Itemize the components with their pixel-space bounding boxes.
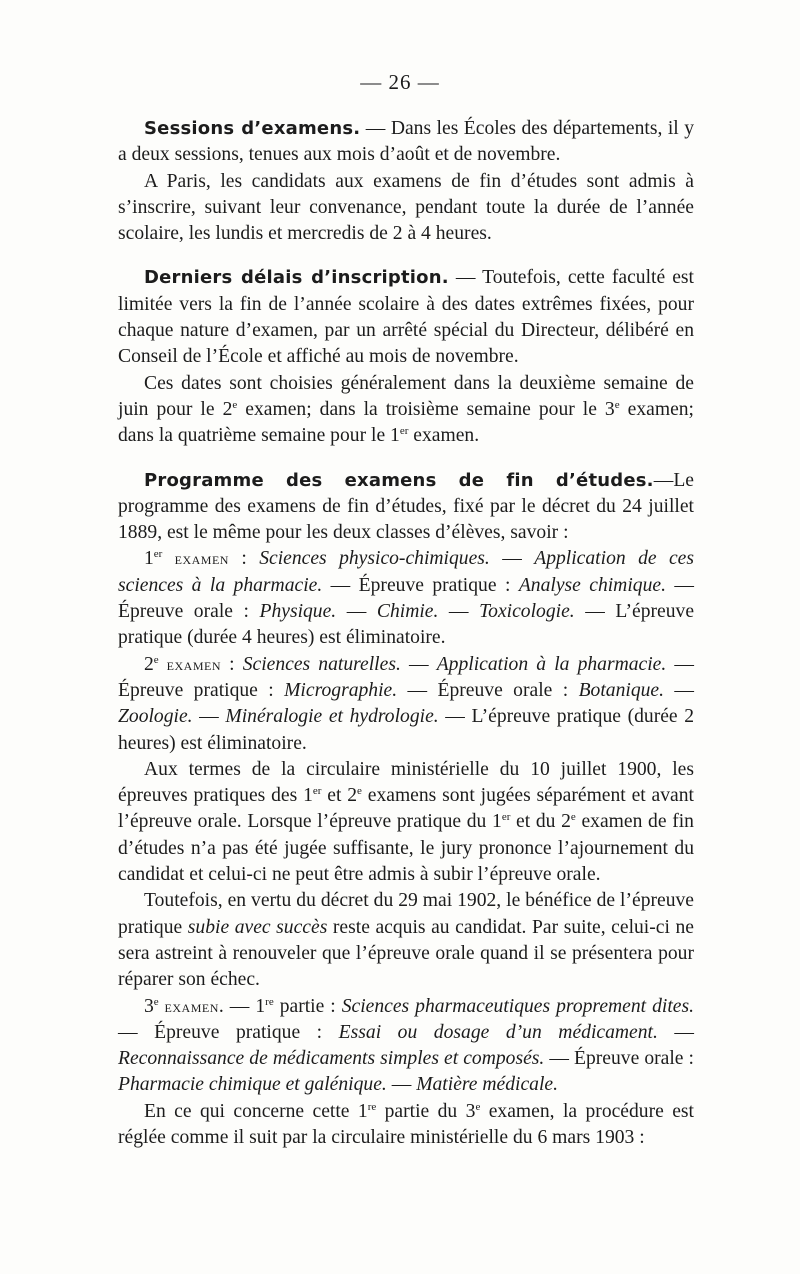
- paragraph-delais: Derniers délais d’inscription. — Toutefois, cette faculté est limitée vers la fin de l’année scolaire à des dates extrêmes fixées, pour chaque nature d’examen, par un arrêté spécial du Directeur, délibéré en Conseil de l’École et affiché au mois de novembre.: [118, 267, 694, 368]
- section-heading-programme: Programme des examens de fin d’études.: [144, 469, 654, 491]
- section-heading-delais: Derniers délais d’inscription.: [144, 267, 449, 289]
- page-number: — 26 —: [360, 70, 440, 94]
- paragraph-decret: Toutefois, en vertu du décret du 29 mai 1902, le bénéfice de l’épreuve pratique subie avec succès reste acquis au candidat. Par suite, celui-ci ne sera astreint à renouveler que l’épreuve orale quand il se présentera pour réparer son échec.: [118, 890, 694, 991]
- body-text: [118, 116, 694, 1151]
- paragraph-examen-3: 3e examen. — 1re partie : Sciences pharmaceutiques proprement dites. — Épreuve pratique : Essai ou dosage d’un médicament. — Reconnaissance de médicaments simples et composés. — Épreuve orale : Pharmacie chimique et galénique. — Matière médicale.: [118, 995, 695, 1096]
- paragraph-paris: A Paris, les candidats aux examens de fin d’études sont admis à s’inscrire, suivant leur convenance, pendant toute la durée de l’année scolaire, les lundis et mercredis de 2 à 4 heures.: [118, 170, 694, 245]
- paragraph-sessions: Sessions d’examens. — Dans les Écoles des départements, il y a deux sessions, tenues aux mois d’août et de novembre.: [118, 118, 694, 166]
- paragraph-examen-2: 2e examen : Sciences naturelles. — Application à la pharmacie. — Épreuve pratique : Micrographie. — Épreuve orale : Botanique. — Zoologie. — Minéralogie et hydrologie. — L’épreuve pratique (durée 2 heures) est éliminatoire.: [118, 653, 695, 754]
- paragraph-programme: Programme des examens de fin d’études.—Le programme des examens de fin d’études, fixé par le décret du 24 juillet 1889, est le même pour les deux classes d’élèves, savoir :: [118, 469, 694, 544]
- paragraph-circulaire: Aux termes de la circulaire ministérielle du 10 juillet 1900, les épreuves pratiques des 1er et 2e examens sont jugées séparément et avant l’épreuve orale. Lorsque l’épreuve pratique du 1er et du 2e examen de fin d’études n’a pas été jugée suffisante, le jury prononce l’ajournement du candidat et celui-ci ne peut être admis à subir l’épreuve orale.: [118, 758, 694, 886]
- paragraph-dates: Ces dates sont choisies généralement dans la deuxième semaine de juin pour le 2e examen; dans la troisième semaine pour le 3e examen; dans la quatrième semaine pour le 1er examen.: [118, 372, 695, 447]
- paragraph-examen-1: 1er examen : Sciences physico-chimiques. — Application de ces sciences à la pharmacie. — Épreuve pratique : Analyse chimique. — Épreuve orale : Physique. — Chimie. — Toxicologie. — L’épreuve pratique (durée 4 heures) est éliminatoire.: [118, 548, 695, 649]
- section-heading-sessions: Sessions d’examens.: [144, 118, 361, 139]
- paragraph-procedure: En ce qui concerne cette 1re partie du 3e examen, la procédure est réglée comme il suit par la circulaire ministérielle du 6 mars 1903 :: [118, 1100, 694, 1148]
